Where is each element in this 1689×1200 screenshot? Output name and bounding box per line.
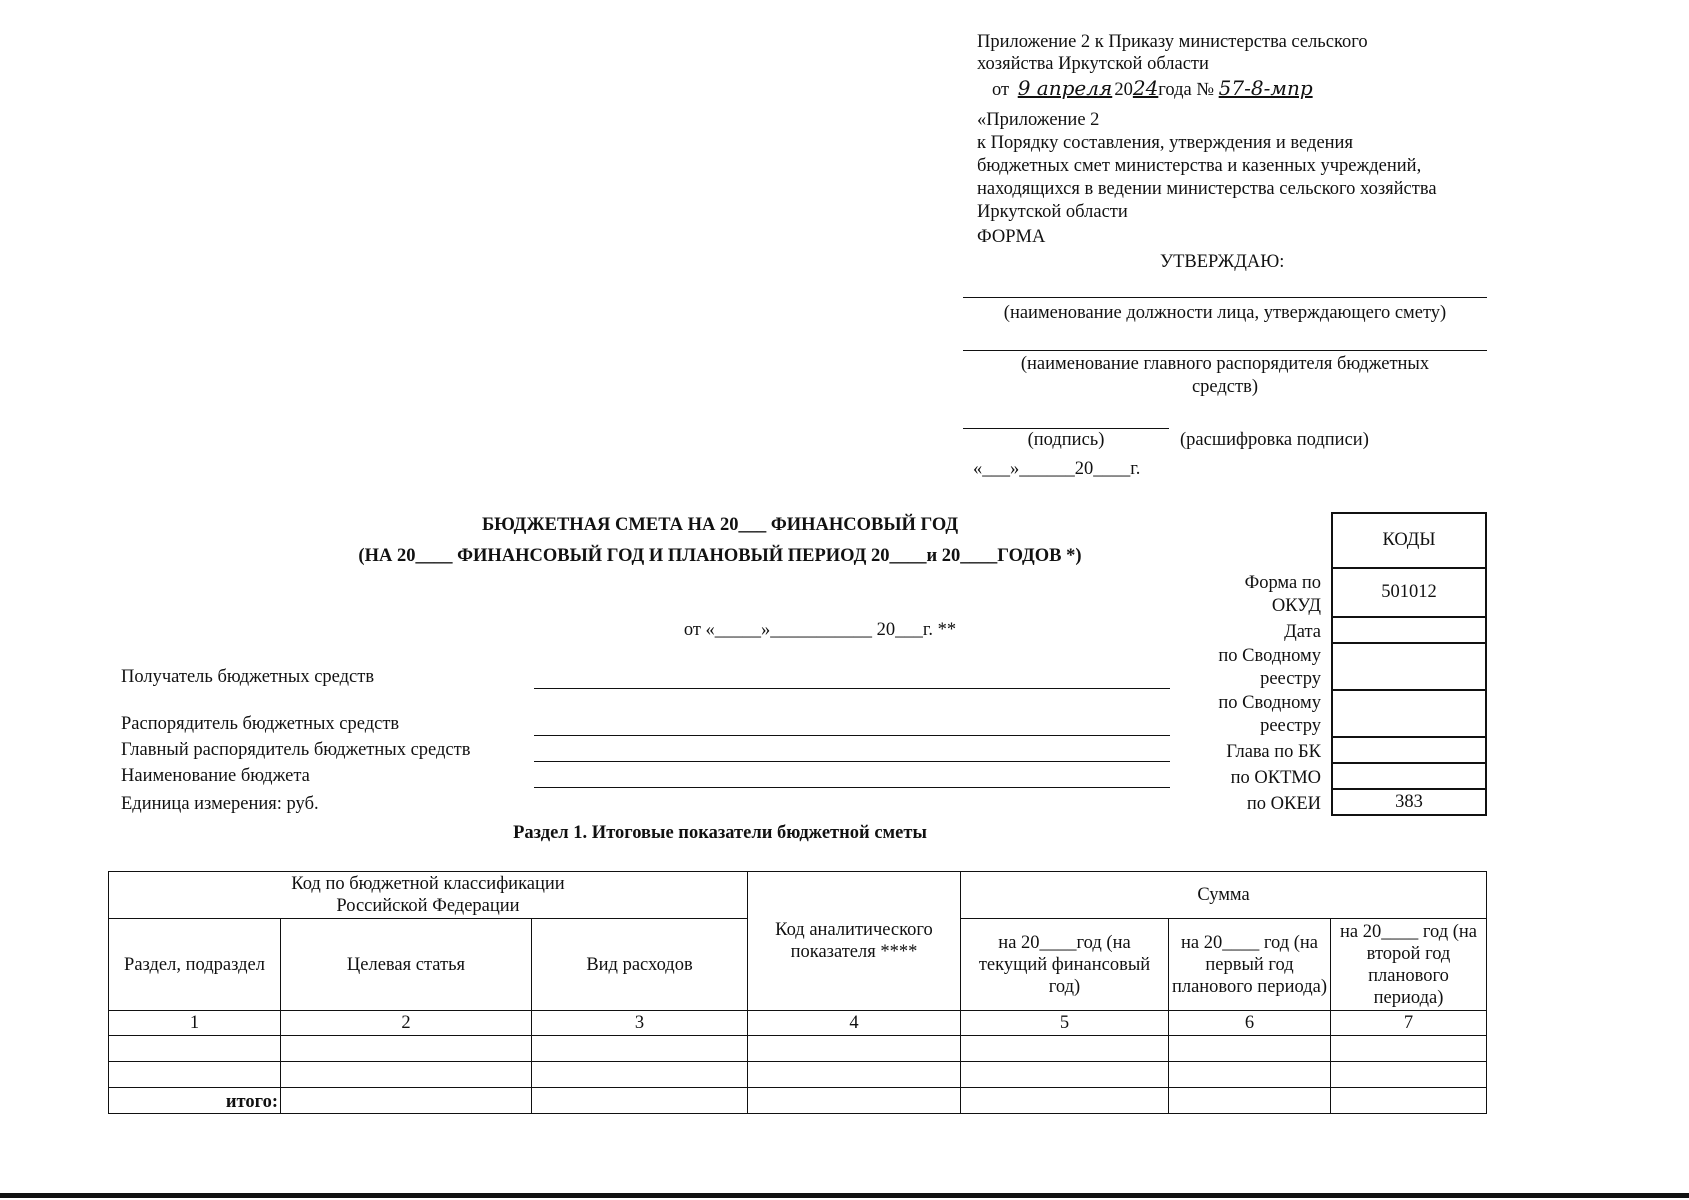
order-from-prefix: от bbox=[992, 80, 1010, 100]
table-cell bbox=[281, 1062, 532, 1088]
table-cell bbox=[109, 1062, 281, 1088]
table-cell bbox=[748, 1062, 961, 1088]
code-label-okei: по ОКЕИ bbox=[1246, 794, 1321, 814]
table-cell bbox=[281, 1088, 532, 1114]
document-title-line2: (НА 20____ ФИНАНСОВЫЙ ГОД И ПЛАНОВЫЙ ПЕРИОД 20____и 20____ГОДОВ *) bbox=[358, 546, 1082, 566]
bottom-rule bbox=[0, 1193, 1689, 1198]
appendix-line2: к Порядку составления, утверждения и ведения bbox=[977, 133, 1353, 153]
table-cell bbox=[1331, 1088, 1487, 1114]
column-number: 3 bbox=[532, 1011, 748, 1036]
code-value-registry2 bbox=[1332, 690, 1486, 737]
code-value-bk bbox=[1332, 737, 1486, 763]
table-cell bbox=[1169, 1088, 1331, 1114]
header-year-second-plan: на 20____ год (на второй год планового периода) bbox=[1331, 919, 1487, 1011]
header-budget-classification bbox=[109, 872, 748, 919]
field-label-budget: Наименование бюджета bbox=[121, 766, 310, 786]
code-label-bk: Глава по БК bbox=[1226, 742, 1321, 762]
section1-title: Раздел 1. Итоговые показатели бюджетной сметы bbox=[513, 823, 927, 843]
order-date-handwritten: 9 апреля bbox=[1017, 76, 1113, 100]
appendix-line4: находящихся в ведении министерства сельского хозяйства bbox=[977, 179, 1437, 199]
table-cell bbox=[532, 1062, 748, 1088]
appendix-line1: «Приложение 2 bbox=[977, 110, 1100, 130]
header-year-current: на 20____год (на текущий финансовый год) bbox=[961, 919, 1169, 1011]
field-label-chief-manager: Главный распорядитель бюджетных средств bbox=[121, 740, 471, 760]
code-label-registry1-1: по Сводному bbox=[1218, 646, 1321, 666]
column-number: 2 bbox=[281, 1011, 532, 1036]
total-label: итого: bbox=[109, 1088, 281, 1114]
header-year-first-plan: на 20____ год (на первый год планового периода) bbox=[1169, 919, 1331, 1011]
document-date-line: от «_____»___________ 20___г. ** bbox=[683, 620, 957, 640]
header-section: Раздел, подраздел bbox=[109, 919, 281, 1011]
field-line-budget bbox=[534, 787, 1170, 788]
table-cell bbox=[961, 1062, 1169, 1088]
table-cell bbox=[1169, 1062, 1331, 1088]
table-cell bbox=[1331, 1036, 1487, 1062]
table-cell bbox=[532, 1088, 748, 1114]
order-appendix-line2: хозяйства Иркутской области bbox=[977, 54, 1209, 74]
header-expense-type: Вид расходов bbox=[532, 919, 748, 1011]
field-label-unit: Единица измерения: руб. bbox=[121, 794, 319, 814]
code-label-registry2-2: реестру bbox=[1260, 716, 1321, 736]
header-target-article: Целевая статья bbox=[281, 919, 532, 1011]
approval-title: УТВЕРЖДАЮ: bbox=[1160, 252, 1285, 272]
order-year-handwritten: 24 bbox=[1132, 76, 1159, 100]
code-label-oktmo: по ОКТМО bbox=[1230, 768, 1321, 788]
field-line-chief-manager bbox=[534, 761, 1170, 762]
order-date-line bbox=[992, 76, 1337, 101]
position-caption: (наименование должности лица, утверждающего смету) bbox=[1003, 303, 1447, 323]
table-cell bbox=[1169, 1036, 1331, 1062]
field-line-manager bbox=[534, 735, 1170, 736]
order-number-handwritten: 57-8-мпр bbox=[1218, 76, 1313, 100]
manager-caption-line2: средств) bbox=[1191, 377, 1259, 397]
header-sum: Сумма bbox=[961, 872, 1487, 919]
header-budget-classification-line1: Код по бюджетной классификации bbox=[291, 874, 565, 894]
form-label: ФОРМА bbox=[977, 227, 1046, 247]
column-number: 6 bbox=[1169, 1011, 1331, 1036]
table-row bbox=[109, 1062, 1487, 1088]
order-year-prefix: 20 bbox=[1114, 80, 1133, 100]
table-cell bbox=[281, 1036, 532, 1062]
codes-table bbox=[1331, 512, 1487, 816]
total-row bbox=[109, 1088, 1487, 1114]
code-label-registry1-2: реестру bbox=[1260, 669, 1321, 689]
position-signature-line bbox=[963, 297, 1487, 298]
order-year-suffix: года № bbox=[1158, 80, 1215, 100]
header-analytic-code: Код аналитического показателя **** bbox=[748, 872, 961, 1011]
table-row bbox=[109, 1036, 1487, 1062]
approval-date-line: «___»______20____г. bbox=[973, 459, 1141, 479]
field-label-recipient: Получатель бюджетных средств bbox=[121, 667, 375, 687]
column-number: 5 bbox=[961, 1011, 1169, 1036]
header-budget-classification-line2: Российской Федерации bbox=[336, 896, 520, 916]
table-cell bbox=[748, 1088, 961, 1114]
column-number: 1 bbox=[109, 1011, 281, 1036]
field-label-manager: Распорядитель бюджетных средств bbox=[121, 714, 400, 734]
manager-signature-line bbox=[963, 350, 1487, 351]
decoding-caption: (расшифровка подписи) bbox=[1180, 430, 1369, 450]
signature-caption: (подпись) bbox=[1027, 430, 1105, 450]
table-cell bbox=[1331, 1062, 1487, 1088]
table-cell bbox=[748, 1036, 961, 1062]
code-label-registry2-1: по Сводному bbox=[1218, 693, 1321, 713]
code-value-registry1 bbox=[1332, 643, 1486, 690]
appendix-line5: Иркутской области bbox=[977, 202, 1128, 222]
signature-line bbox=[963, 428, 1169, 429]
table-cell bbox=[961, 1088, 1169, 1114]
table-cell bbox=[961, 1036, 1169, 1062]
code-value-okud: 501012 bbox=[1332, 568, 1486, 617]
code-label-date: Дата bbox=[1284, 622, 1321, 642]
document-title-line1: БЮДЖЕТНАЯ СМЕТА НА 20___ ФИНАНСОВЫЙ ГОД bbox=[481, 515, 959, 535]
appendix-line3: бюджетных смет министерства и казенных учреждений, bbox=[977, 156, 1422, 176]
code-value-date bbox=[1332, 617, 1486, 643]
column-number: 7 bbox=[1331, 1011, 1487, 1036]
table-cell bbox=[532, 1036, 748, 1062]
table-cell bbox=[109, 1036, 281, 1062]
manager-caption-line1: (наименование главного распорядителя бюджетных bbox=[1020, 354, 1430, 374]
code-value-okei: 383 bbox=[1332, 789, 1486, 815]
code-label-okud-1: Форма по bbox=[1244, 573, 1321, 593]
column-number: 4 bbox=[748, 1011, 961, 1036]
order-appendix-line1: Приложение 2 к Приказу министерства сельского bbox=[977, 32, 1368, 52]
budget-table bbox=[108, 871, 1487, 1114]
codes-header: КОДЫ bbox=[1332, 513, 1486, 568]
field-line-recipient bbox=[534, 688, 1170, 689]
code-label-okud-2: ОКУД bbox=[1271, 596, 1321, 616]
code-value-oktmo bbox=[1332, 763, 1486, 789]
